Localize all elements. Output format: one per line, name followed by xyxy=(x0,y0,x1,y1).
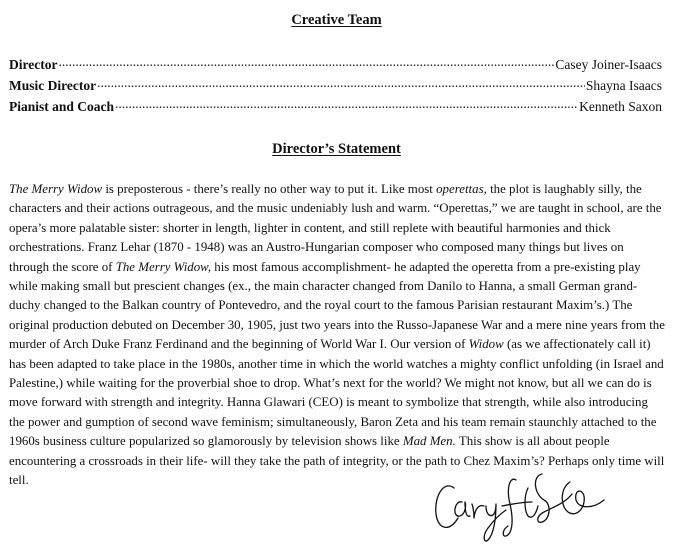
directors-statement-heading: Director’s Statement xyxy=(272,141,401,157)
credit-name: Shayna Isaacs xyxy=(585,77,662,93)
dot-leader xyxy=(115,97,578,111)
credits-list xyxy=(9,55,662,118)
statement-segment: The Merry Widow xyxy=(9,182,103,196)
statement-segment: the plot is laughably silly, the characters and their actions outrageous, and the music undeniably lush and warm. “Operettas,” we are taught in school, are the opera’s more palatable sister: shorter in length, lighter in content, and still replete with beautiful harmonies and thick orchestrations. Franz Lehar (1870 - 1948) was an Austro-Hungarian composer who composed many things but lives on through the score of xyxy=(9,182,662,274)
dot-leader xyxy=(58,55,554,69)
credit-row-pianist-and-coach xyxy=(9,97,662,118)
credit-role: Director xyxy=(9,56,58,72)
handwritten-signature-icon xyxy=(432,466,612,544)
statement-segment: Mad Men. xyxy=(402,434,456,449)
statement-segment: (as we affectionately call it) has been adapted to take place in the 1980s, another time in which the world watches a mighty conflict unfolding (in Israel and Palestine,) while waiting for the proverbial shoe to drop. What’s next for the world? We might not know, but all we can do is move forward with strength and integrity. Hanna Glawari (CEO) is meant to symbolize that strength, while also introducing the power and gumption of second wave feminism; simultaneously, Baron Zeta and his team remain staunchly attached to the 1960s business culture popularized so glamorously by television shows like xyxy=(9,337,664,449)
directors-statement-body xyxy=(9,180,666,491)
creative-team-heading: Creative Team xyxy=(291,12,382,28)
credit-name: Casey Joiner-Isaacs xyxy=(555,56,662,72)
statement-segment: operettas, xyxy=(436,182,487,196)
credit-role: Music Director xyxy=(9,77,97,93)
statement-segment: is preposterous - there’s really no other way to put it. Like most xyxy=(102,182,437,196)
statement-segment: his most famous accomplishment- he adapted the operetta from a pre-existing play while making small but prescient changes (ex., the main character changed from Danilo to Hanna, a small German grand-duchy changed to the Balkan country of Pontevedro, and the royal court to the famous Parisian restaurant Maxim’s.) The original production debuted on December 30, 1905, just two years into the Russo-Japanese War and a mere nine years from the murder of Arch Duke Franz Ferdinand and the beginning of World War I. Our version of xyxy=(9,259,665,352)
statement-segment: Widow xyxy=(468,337,504,352)
credit-row-music-director xyxy=(9,76,662,97)
credit-role: Pianist and Coach xyxy=(9,98,115,114)
credit-row-director xyxy=(9,55,662,76)
statement-segment: The Merry Widow, xyxy=(115,259,212,274)
credit-name: Kenneth Saxon xyxy=(579,98,662,114)
statement-segment: This show is all about people encountering a crossroads in their life- will they take the path of integrity, or the path to Chez Maxim’s? Perhaps only time will tell. xyxy=(9,434,665,488)
dot-leader xyxy=(97,76,585,90)
